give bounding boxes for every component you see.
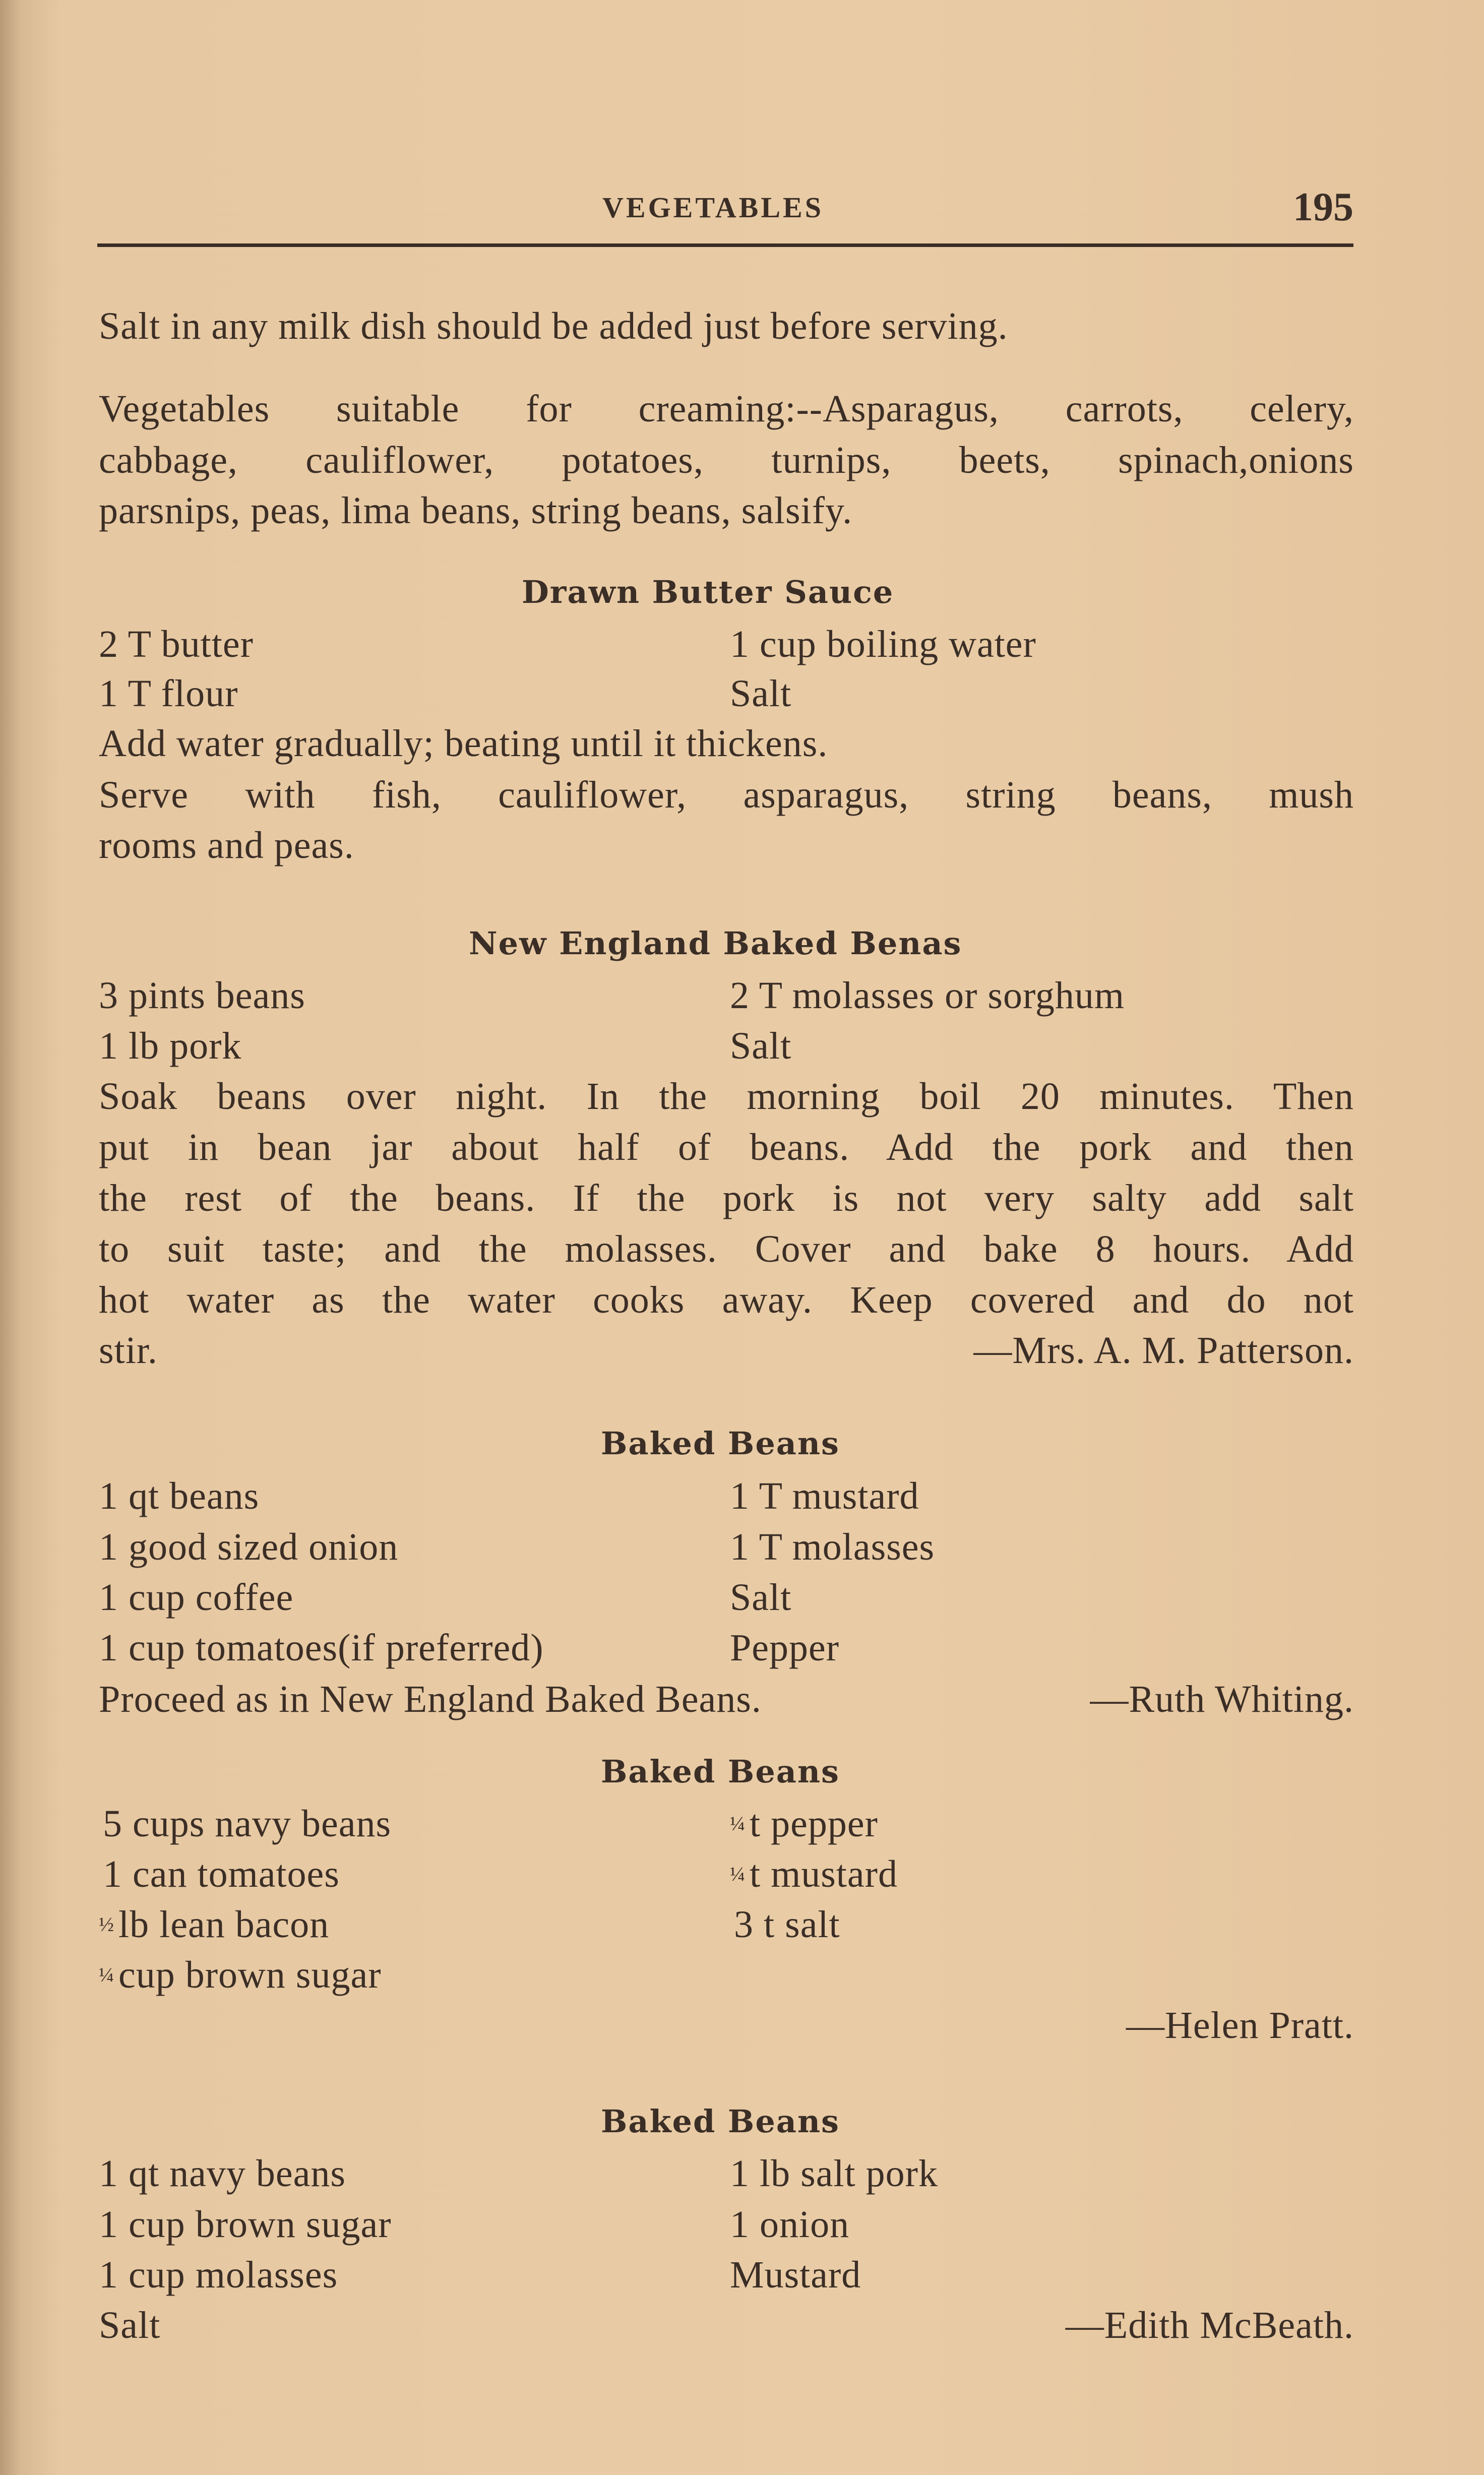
recipe-title: Baked Beans <box>601 2103 840 2140</box>
ingredient-fraction: ¼ <box>730 1812 746 1835</box>
ingredient-text: 5 cups navy beans <box>103 1803 392 1845</box>
ingredient-fraction: ½ <box>99 1913 114 1936</box>
ingredient <box>730 1848 898 1900</box>
recipe-title: New England Baked Benas <box>469 925 962 962</box>
ingredient: 1 cup molasses <box>99 2254 338 2296</box>
instruction-line: the rest of the beans. If the pork is not very salty add salt <box>99 1177 1354 1219</box>
ingredient <box>99 1949 382 2001</box>
recipe-title: Baked Beans <box>601 1753 840 1790</box>
recipe-author: —Edith McBeath. <box>1065 2304 1354 2346</box>
instruction-line: Soak beans over night. In the morning boil 20 minutes. Then <box>99 1075 1354 1118</box>
recipe-author: —Ruth Whiting. <box>1090 1678 1354 1720</box>
ingredient: 1 cup coffee <box>99 1576 294 1619</box>
ingredient-text: lb lean bacon <box>118 1903 330 1946</box>
ingredient-text: 3 t salt <box>734 1903 840 1946</box>
instruction-line: Add water gradually; beating until it thickens. <box>99 722 828 765</box>
recipe-title: Drawn Butter Sauce <box>522 574 894 610</box>
ingredient: 1 qt navy beans <box>99 2152 346 2195</box>
ingredient <box>730 1798 878 1849</box>
ingredient: 1 good sized onion <box>99 1526 399 1568</box>
ingredient: 1 T flour <box>99 672 238 715</box>
ingredient: 3 pints beans <box>99 974 305 1017</box>
recipe-author: —Helen Pratt. <box>1126 2004 1354 2047</box>
header-rule <box>97 243 1353 247</box>
ingredient: 1 T molasses <box>730 1526 935 1568</box>
running-header: VEGETABLES <box>602 191 824 224</box>
ingredient-text: 1 can tomatoes <box>103 1853 340 1895</box>
ingredient: Salt <box>730 1025 792 1067</box>
ingredient <box>99 1899 329 1950</box>
instruction-line: stir. <box>99 1329 158 1372</box>
ingredient <box>730 1899 840 1950</box>
ingredient-fraction: ¼ <box>730 1863 746 1885</box>
instruction-line: hot water as the water cooks away. Keep covered and do not <box>99 1279 1354 1321</box>
ingredient: 1 lb salt pork <box>730 2152 938 2195</box>
instruction-line: Proceed as in New England Baked Beans. <box>99 1678 762 1720</box>
ingredient: Pepper <box>730 1627 840 1669</box>
ingredient: 1 cup tomatoes(if preferred) <box>99 1627 544 1669</box>
ingredient: Salt <box>99 2304 161 2346</box>
creaming-line: Vegetables suitable for creaming:--Asparagus, carrots, celery, <box>99 388 1354 430</box>
ingredient: 1 onion <box>730 2203 850 2246</box>
ingredient: Salt <box>730 672 792 715</box>
ingredient-text: t pepper <box>750 1803 878 1845</box>
creaming-line: parsnips, peas, lima beans, string beans, salsify. <box>99 489 853 532</box>
creaming-line: cabbage, cauliflower, potatoes, turnips, beets, spinach,onions <box>99 439 1354 481</box>
instruction-line: put in bean jar about half of beans. Add the pork and then <box>99 1126 1354 1168</box>
recipe-title: Baked Beans <box>601 1425 840 1462</box>
ingredient: 2 T butter <box>99 623 254 665</box>
ingredient: 2 T molasses or sorghum <box>730 974 1125 1017</box>
ingredient: 1 lb pork <box>99 1025 242 1067</box>
ingredient: 1 cup boiling water <box>730 623 1036 665</box>
ingredient <box>99 1798 391 1849</box>
instruction-line: Serve with fish, cauliflower, asparagus, string beans, mush <box>99 774 1354 816</box>
ingredient: Mustard <box>730 2254 861 2296</box>
ingredient: 1 qt beans <box>99 1475 260 1517</box>
ingredient <box>99 1848 340 1900</box>
ingredient: 1 cup brown sugar <box>99 2203 392 2246</box>
ingredient: Salt <box>730 1576 792 1619</box>
ingredient-fraction: ¼ <box>99 1963 114 1986</box>
instruction-line: to suit taste; and the molasses. Cover and bake 8 hours. Add <box>99 1228 1354 1270</box>
recipe-author: —Mrs. A. M. Patterson. <box>973 1329 1354 1372</box>
instruction-line: rooms and peas. <box>99 824 354 867</box>
ingredient-text: cup brown sugar <box>118 1954 382 1996</box>
ingredient: 1 T mustard <box>730 1475 919 1517</box>
ingredient-text: t mustard <box>750 1853 898 1895</box>
page-number: 195 <box>1293 185 1353 229</box>
salt-note: Salt in any milk dish should be added just before serving. <box>99 305 1008 347</box>
